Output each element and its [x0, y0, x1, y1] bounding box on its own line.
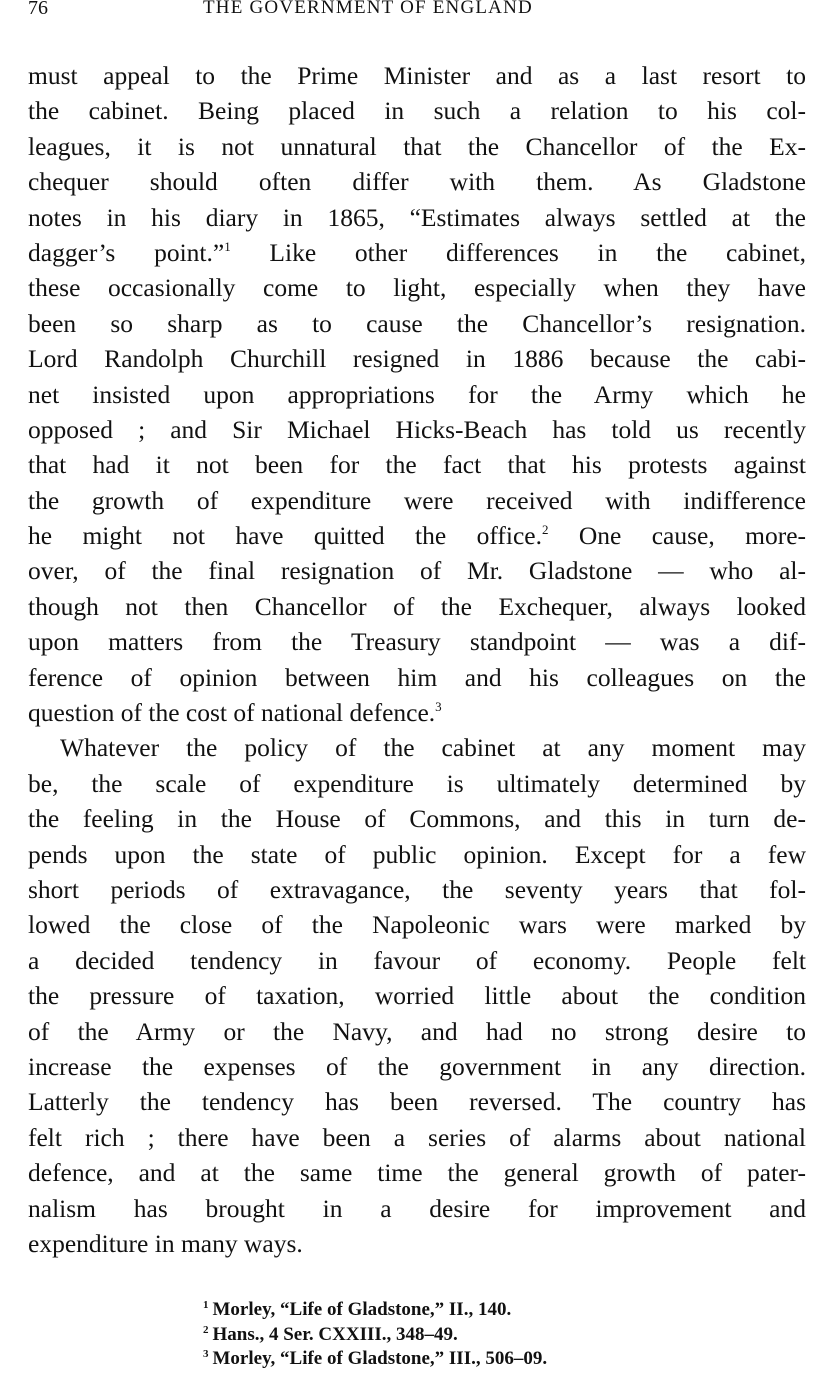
footnote-mark: 2 [203, 1323, 209, 1336]
text-line: must appeal to the Prime Minister and as a last resort to [28, 61, 806, 90]
footnote-mark: 3 [203, 1348, 209, 1360]
text-line [28, 695, 806, 730]
text-line: over, of the final resignation of Mr. Gladstone — who al- [28, 556, 806, 586]
running-head [28, 0, 806, 22]
text-line: of the Army or the Navy, and had no strong desire to [28, 1016, 806, 1046]
text-line: notes in his diary in 1865, “Estimates always settled at the [28, 202, 806, 232]
footnote-ref[interactable]: 2 [541, 522, 549, 538]
text-line: these occasionally come to light, especially when they have [28, 273, 806, 303]
text-line: felt rich ; there have been a series of alarms about national [28, 1122, 806, 1152]
footnote [203, 1298, 547, 1323]
footnote-mark: 1 [203, 1299, 209, 1311]
footnote [203, 1347, 547, 1372]
line-text: he might not have quitted the office. [28, 521, 542, 551]
footnote-text: Hans., 4 Ser. CXXIII., 348–49. [212, 1323, 458, 1345]
text-line [28, 235, 806, 270]
footnote [203, 1323, 547, 1348]
body-text [28, 58, 806, 1261]
text-line: opposed ; and Sir Michael Hicks-Beach has told us recently [28, 414, 806, 444]
text-line: the cabinet. Being placed in such a relation to his col- [28, 96, 806, 126]
text-line [28, 518, 806, 553]
running-title: THE GOVERNMENT OF ENGLAND [203, 0, 533, 18]
text-line: though not then Chancellor of the Exchequer, always looked [28, 591, 806, 621]
text-line: pends upon the state of public opinion. Except for a few [28, 839, 806, 869]
text-line: Latterly the tendency has been reversed. The country has [28, 1087, 806, 1117]
text-line: defence, and at the same time the general growth of pater- [28, 1158, 806, 1188]
text-line: net insisted upon appropriations for the Army which he [28, 379, 806, 409]
text-line: be, the scale of expenditure is ultimately determined by [28, 768, 806, 798]
text-line: Whatever the policy of the cabinet at any moment may [60, 733, 806, 763]
line-text: dagger’s point.” [28, 237, 225, 267]
text-line: upon matters from the Treasury standpoint — was a dif- [28, 627, 806, 657]
footnote-ref[interactable]: 3 [435, 699, 442, 715]
text-line: short periods of extravagance, the seventy years that fol- [28, 874, 806, 904]
text-line: increase the expenses of the government in any direction. [28, 1051, 806, 1081]
line-text: One cause, more- [548, 521, 807, 551]
footnote-ref[interactable]: 1 [224, 238, 231, 254]
text-line: that had it not been for the fact that his protests against [28, 450, 806, 480]
text-line: the feeling in the House of Commons, and this in turn de- [28, 804, 806, 834]
text-line: nalism has brought in a desire for improvement and [28, 1193, 806, 1223]
text-line: lowed the close of the Napoleonic wars were marked by [28, 910, 806, 940]
text-line: the pressure of taxation, worried little about the condition [28, 981, 806, 1011]
footnotes [203, 1298, 547, 1372]
line-text: question of the cost of national defence. [28, 698, 436, 728]
line-text: Like other differences in the cabinet, [230, 237, 806, 267]
text-line: ference of opinion between him and his colleagues on the [28, 662, 806, 692]
text-line: chequer should often differ with them. As Gladstone [28, 167, 806, 197]
text-line: leagues, it is not unnatural that the Chancellor of the Ex- [28, 131, 806, 161]
text-line: expenditure in many ways. [28, 1228, 303, 1258]
text-line: Lord Randolph Churchill resigned in 1886 because the cabi- [28, 344, 806, 374]
text-line: been so sharp as to cause the Chancellor’s resignation. [28, 308, 806, 338]
footnote-text: Morley, “Life of Gladstone,” III., 506–09. [212, 1348, 548, 1369]
text-line: a decided tendency in favour of economy. People felt [28, 945, 806, 975]
page-number: 76 [28, 0, 48, 19]
footnote-text: Morley, “Life of Gladstone,” II., 140. [212, 1299, 512, 1320]
text-line: the growth of expenditure were received with indifference [28, 485, 806, 515]
